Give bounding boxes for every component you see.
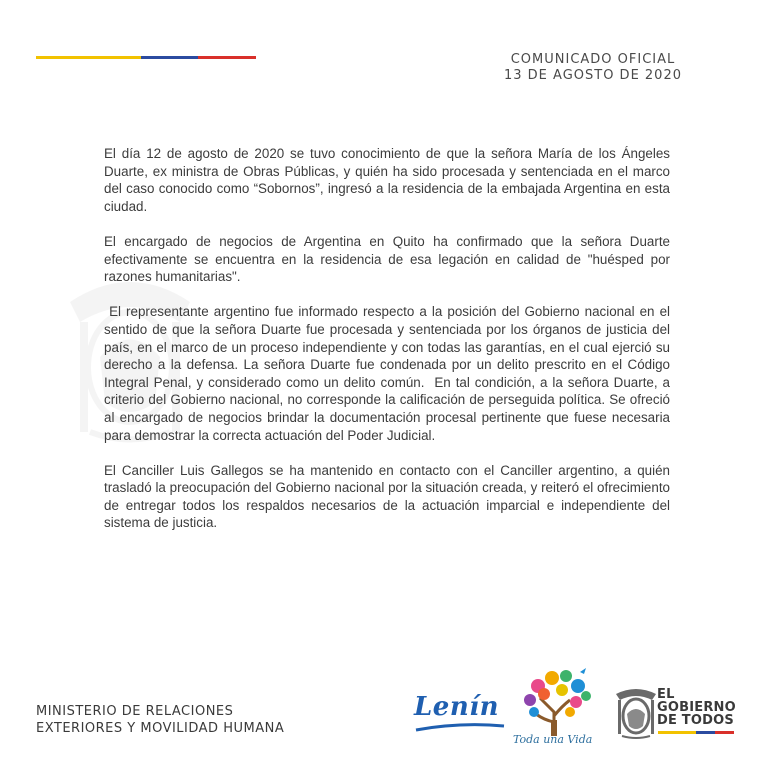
ecuador-shield-icon (612, 684, 660, 740)
communique-date: 13 DE AGOSTO DE 2020 (504, 68, 682, 83)
communique-body (104, 145, 674, 550)
tree-caption: Toda una Vida (513, 733, 593, 746)
gov-flag-blue (696, 731, 715, 734)
communique-title: COMUNICADO OFICIAL (510, 52, 676, 67)
flag-stripe-blue (141, 56, 198, 59)
flag-stripe (36, 56, 256, 59)
gov-line-1: EL (657, 687, 675, 702)
lenin-logo: Lenín (414, 692, 500, 722)
ministry-line-2: EXTERIORES Y MOVILIDAD HUMANA (36, 721, 285, 736)
gov-flag-red (715, 731, 734, 734)
government-flag-stripe (658, 731, 734, 734)
paragraph-1: El día 12 de agosto de 2020 se tuvo conocimiento de que la señora María de los Ángeles Duarte, ex ministra de Obras Públicas, y quién ha sido procesada y sentenciada en el marco del caso conocido como “Sobornos”, ingresó a la residencia de la embajada Argentina en esta ciudad. (104, 146, 670, 214)
ministry-name (36, 703, 284, 737)
paragraph-3: El representante argentino fue informado respecto a la posición del Gobierno nacional en el sentido de que la señora Duarte fue procesada y sentenciada por los órganos de justicia del país, en el marco de un proceso independiente y con todas las garantías, en el cual ejerció su derecho a la defensa. La señora Duarte fue condenada por un delito prescrito en el Código Integral Penal, y considerado como un delito común. En tal condición, a la señora Duarte, a criterio del Gobierno nacional, no corresponde la calificación de perseguida política. Se ofreció al encargado de negocios brindar la documentación procesal pertinente que fuese necesaria para demostrar la correcta actuación del Poder Judicial. (104, 304, 674, 443)
communique-header (504, 52, 682, 84)
gov-line-3: DE TODOS (657, 713, 734, 728)
paragraph-2: El encargado de negocios de Argentina en Quito ha confirmado que la señora Duarte efectivamente se encuentra en la residencia de esa legación en calidad de "huésped por razones humanitarias". (104, 233, 670, 285)
paragraph-4: El Canciller Luis Gallegos se ha mantenido en contacto con el Canciller argentino, a quién trasladó la preocupación del Gobierno nacional por la situación creada, y reiteró el ofrecimiento de entregar todos los respaldos necesarios de la actuación imparcial e independiente del sistema de justicia. (104, 462, 670, 531)
flag-stripe-red (198, 56, 256, 59)
ministry-line-1: MINISTERIO DE RELACIONES (36, 704, 234, 719)
gov-line-2: GOBIERNO (657, 700, 736, 715)
government-wordmark (657, 688, 736, 727)
gov-flag-yellow (658, 731, 696, 734)
lenin-underline-icon (412, 686, 508, 738)
flag-stripe-yellow (36, 56, 141, 59)
